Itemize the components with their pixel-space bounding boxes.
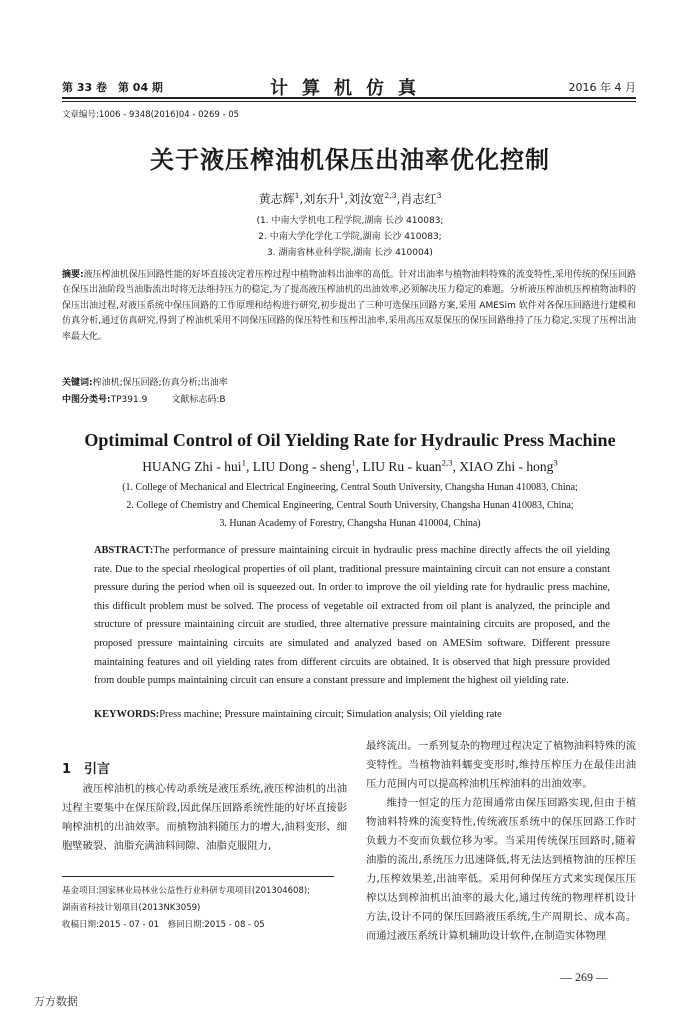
funding-note: 基金项目:国家林业局林业公益性行业科研专项项目(201304608); [62,886,311,896]
en-abstract-label: ABSTRACT: [94,545,154,556]
header-rule-thick [62,97,636,99]
en-abstract [94,542,610,691]
cn-title: 关于液压榨油机保压出油率优化控制 [150,146,550,174]
en-keywords-label: KEYWORDS: [94,709,160,720]
body-right-para-1: 最终流出。一系列复杂的物理过程决定了植物油料特殊的流变特性。当植物油料蠕变变形时,维持压榨压力在最佳出油压力范围内可以提高榨油机压榨油料的出油效率。 [366,740,636,790]
section-heading: 1 引言 [62,762,111,777]
en-affiliation: (1. College of Mechanical and Electrical Engineering, Central South University, Changsha Hunan 410083, China; [122,482,578,493]
article-number: 文章编号:1006 - 9348(2016)04 - 0269 - 05 [62,110,240,120]
body-left-column: 液压榨油机的核心传动系统是液压系统,液压榨油机的出油过程主要集中在保压阶段,因此保压回路系统性能的好坏直接影响榨油机的出油效率。而植物油料随压力的增大,油料变形、细胞壁破裂、油脂充满油料间隙、油脂克服阻力, [62,783,347,852]
cn-abstract [62,268,636,345]
cn-authors: 黄志辉$^1$,刘东升$^1$,刘汝宽$^{2,3}$,肖志红$^3$ [258,191,442,206]
body-right-para-2: 维持一恒定的压力范围通常由保压回路实现,但由于植物油料特殊的流变特性,传统液压系统中的保压回路工作时负载力不变而负载位移为零。当采用传统保压回路时,随着油脂的流出,系统压力迅速降低,将无法达到植物油的压榨压力,压榨效果差,出油率低。采用何种保压方式来实现保压压榨以达到榨油机出油率的最大化,通过传统的物理样机设计方法,设计不同的保压回路液压系统,生产周期长、成本高。而通过液压系统计算机辅助设计软件,在制造实体物理 [366,797,636,942]
cn-author: 黄志辉 [258,192,295,206]
en-keywords-text: Press machine; Pressure maintaining circuit; Simulation analysis; Oil yielding rate [159,709,502,720]
cn-abstract-label: 摘要: [62,270,84,280]
en-author: XIAO Zhi - hong [459,459,554,474]
cn-affiliation: 3. 湖南省林业科学院,湖南 长沙 410004) [267,248,433,258]
en-authors: HUANG Zhi - hui$^1$, LIU Dong - sheng$^1$, LIU Ru - kuan$^{2,3}$, XIAO Zhi - hong$^3$ [142,457,558,474]
cn-author: 刘东升 [303,192,340,206]
cn-author: 肖志红 [400,192,437,206]
issue-date: 2016 年 4 月 [568,81,636,94]
cn-author: 刘汝宽 [348,192,385,206]
en-author: HUANG Zhi - hui [142,459,242,474]
cn-classification [62,392,226,405]
doc-code: 文献标志码:B [171,395,226,405]
watermark: 万方数据 [34,995,78,1008]
cn-keywords-text: 榨油机;保压回路;仿真分析;出油率 [92,378,228,388]
en-affiliation: 2. College of Chemistry and Chemical Engineering, Central South University, Changsha Hunan 410083, China; [126,500,574,511]
cn-affiliation: (1. 中南大学机电工程学院,湖南 长沙 410083; [256,216,444,226]
en-affiliation: 3. Hunan Academy of Forestry, Changsha Hunan 410004, China) [219,518,481,529]
en-author: LIU Ru - kuan [362,459,442,474]
funding-note: 湖南省科技计划项目(2013NK3059) [62,903,201,913]
received-date: 收稿日期:2015 - 07 - 01 修回日期:2015 - 08 - 05 [62,920,265,930]
clc-label: 中图分类号: [62,395,111,405]
en-author: LIU Dong - sheng [252,459,352,474]
en-abstract-text: The performance of pressure maintaining circuit in hydraulic press machine directly affects the oil yielding rate. Due to the special rheological properties of oil plant, traditional pressure maintaining circuit can not ensure a constant pressure during the period when oil is squeezed out. In order to improve the oil yielding rate for hydraulic press machine, this difficult problem must be solved. The process of vegetable oil extracted from oil plant is analyzed, the principle and structure of pressure maintaining circuit are studied, three alternative pressure maintaining circuits are proposed, and the proposed pressure maintaining circuits are simulated and analyzed based on AMESim software. Different pressure maintaining features and oil yielding rates from different circuits are obtained. It is observed that high pressure provided from double pumps maintaining circuit can ensure a constant pressure and implement the highest oil yielding rate. [94,545,610,687]
volume-issue: 第 33 卷 第 04 期 [62,81,163,94]
footnote-rule [62,876,334,877]
cn-keywords-label: 关键词: [62,378,93,388]
journal-name: 计算机仿真 [270,78,430,99]
cn-abstract-text: 液压榨油机保压回路性能的好坏直接决定着压榨过程中植物油料出油率的高低。针对出油率与植物油料特殊的流变特性,采用传统的保压回路在保压出油阶段当油脂流出时将无法维持压力的稳定,为了提高液压榨油机的出油效率,必须解决压力稳定的难题。分析液压榨油机压榨植物油料的保压出油过程,对液压系统中保压回路的工作原理和结构进行研究,初步提出了三种可选保压回路方案,采用 AMESim 软件对各保压回路进行建模和仿真分析,通过仿真研究,得到了榨油机采用不同保压回路的保压特性和压榨出油率,采用高压双泵保压的保压回路维持了压力稳定,实现了压榨出油率最大化。 [62,270,636,342]
cn-keywords [62,375,228,388]
cn-affiliation: 2. 中南大学化学化工学院,湖南 长沙 410083; [258,232,442,242]
en-keywords [94,709,502,720]
en-title: Optimimal Control of Oil Yielding Rate for Hydraulic Press Machine [84,430,616,450]
header-rule-thin [62,101,636,102]
page-number: — 269 — [560,970,608,984]
clc-code: TP391.9 [110,395,148,405]
